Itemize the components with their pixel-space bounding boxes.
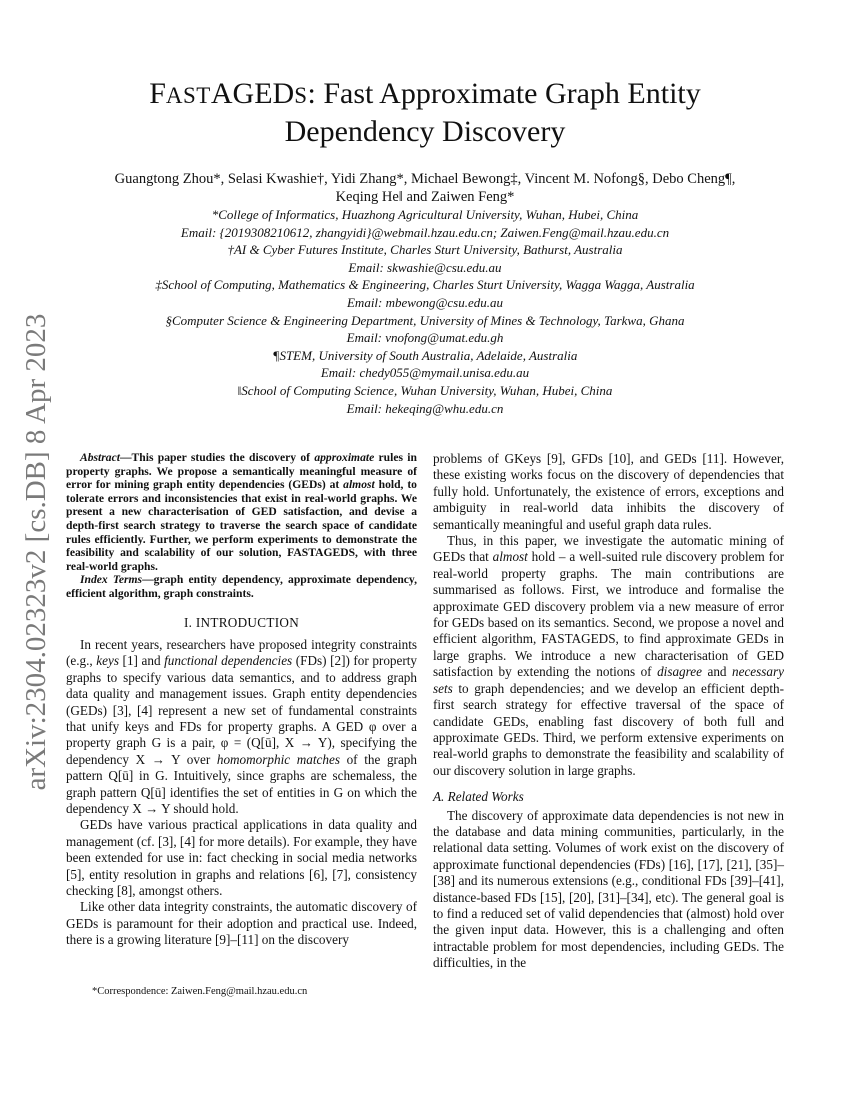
intro-paragraph [433,533,784,779]
abstract-label: Abstract [80,451,120,464]
related-works-paragraph: The discovery of approximate data dependencies is not new in the database and data mining communities, particularly, in the relational data setting. Volumes of work exist on the discovery of approximate functional dependencies (FDs) [16], [17], [21], [35]–[38] and its numerous extensions (e.g., conditional FDs [39]–[41], distance-based FDs [15], [20], [31]–[34], etc). The general goal is to find a reduced set of valid dependencies that (almost) hold over the given input data. However, this is a challenging and often intractable problem for most dependencies, including GEDs. The difficulties, in the [433,807,784,971]
body-text: hold – a well-suited rule discovery problem for real-world property graphs. The main contributions are summarised as follows. First, we introduce and formalise the approximate GED discovery problem via a new measure of error for GEDs based on its semantics. Second, we propose a novel and efficient algorithm, FASTAGEDS, to find approximate GEDs in large graphs. We introduce a new characterisation of GED satisfaction by extending the notions of [433,549,784,680]
intro-paragraph: Like other data integrity constraints, the automatic discovery of GEDs is paramount for their adoption and practical use. Indeed, there is a growing literature [9]–[11] on the discovery [66,899,417,948]
subsection-heading-related-works: A. Related Works [433,789,524,805]
affiliations [60,206,790,417]
title-brand-part: AST [165,83,211,108]
author-list [70,170,780,206]
title-line-2: Dependency Discovery [284,115,566,148]
abstract-text: hold, to tolerate errors and inconsistencies that exist in real-world graphs. We present a new characterisation of GED satisfaction, and devise a depth-first search strategy to traverse the search space of candidate rules efficiently. Further, we perform experiments to demonstrate the feasibility and scalability of our solution, FASTAGEDS, with three real-world graphs. [66,478,417,573]
body-text: of the graph pattern Q[ū] in G. Intuitively, since graphs are schemaless, the graph pattern Q[ū] identifies the set of entities in G on which the dependency X → Y should hold. [66,751,417,816]
affiliation: †AI & Cyber Futures Institute, Charles Sturt University, Bathurst, Australia [227,242,623,258]
arxiv-identifier: arXiv:2304.02323v2 [cs.DB] 8 Apr 2023 [20,313,52,791]
affiliation-email: Email: hekeqing@whu.edu.cn [346,400,504,416]
abstract [66,451,417,573]
abstract-emphasis: approximate [314,451,375,464]
right-column [433,451,784,972]
abstract-emphasis: almost [343,478,375,492]
affiliation-email: Email: mbewong@csu.edu.au [346,294,504,310]
abstract-text: —This paper studies the discovery of [119,451,315,464]
author-line: Guangtong Zhou*, Selasi Kwashie†, Yidi Zhang*, Michael Bewong‡, Vincent M. Nofong§, Debo Cheng¶, [114,171,736,187]
left-column [66,451,417,949]
affiliation-email: Email: {2019308210612, zhangyidi}@webmail.hzau.edu.cn; Zaiwen.Feng@mail.hzau.edu.cn [180,224,670,240]
affiliation-email: Email: skwashie@csu.edu.au [348,259,502,275]
body-emphasis: functional dependencies [164,653,293,669]
body-emphasis: keys [96,653,119,669]
title-brand-part: AGED [210,77,295,110]
intro-paragraph: GEDs have various practical applications in data quality and management (cf. [3], [4] for more details). For example, they have been extended for use in: fact checking in social media networks [5], entity resolution in graphs and relations [6], [7], consistency checking [8], amongst others. [66,817,417,899]
body-text: to graph dependencies; and we develop an efficient depth-first search strategy for effective traversal of the space of candidate GEDs, enabling fast discovery of both full and approximate GEDs. Third, we perform extensive experiments on real-world graphs to demonstrate the feasibility and scalability of our discovery solution in large graphs. [433,680,784,778]
body-emphasis: disagree [657,664,702,680]
correspondence-footnote: *Correspondence: Zaiwen.Feng@mail.hzau.edu.cn [92,986,308,997]
body-text: Thus, in this paper, we investigate the automatic mining of GEDs that [433,533,784,565]
body-text: [1] and [119,653,165,669]
body-emphasis: necessary sets [433,664,784,696]
paper-title [60,76,790,150]
body-text: In recent years, researchers have proposed integrity constraints (e.g., [66,636,417,669]
index-terms-text: —graph entity dependency, approximate dependency, efficient algorithm, graph constraints. [66,573,417,600]
body-emphasis: homomorphic matches [216,751,340,767]
index-terms [66,573,417,600]
affiliation-email: Email: chedy055@mymail.unisa.edu.au [320,365,530,381]
affiliation: ‡School of Computing, Mathematics & Engineering, Charles Sturt University, Wagga Wagga, Australia [155,277,695,293]
affiliation: ¶STEM, University of South Australia, Adelaide, Australia [272,347,578,363]
abstract-text: rules in property graphs. We propose a semantically meaningful measure of error for mining graph entity dependencies (GEDs) at [66,451,417,492]
title-brand-part: S [294,83,308,108]
author-line: Keqing He‖ and Zaiwen Feng* [335,189,515,205]
intro-paragraph: problems of GKeys [9], GFDs [10], and GEDs [11]. However, these existing works focus on the discovery of dependencies that fully hold. Unfortunately, the existence of errors, exceptions and ambiguity in real-world data inhibits the discovery of semantically meaningful and useful graph data rules. [433,451,784,532]
section-heading-introduction: I. INTRODUCTION [183,614,300,630]
title-brand-part: F [149,77,166,110]
affiliation: §Computer Science & Engineering Department, University of Mines & Technology, Tarkwa, Ghana [165,312,685,328]
title-line-1: : Fast Approximate Graph Entity [307,77,701,110]
intro-paragraph [66,637,417,817]
body-text: (FDs) [2]) for property graphs to specify various data semantics, and to address graph data quality and management issues. Graph entity dependencies (GEDs) [3], [4] represent a new set of fundamental constraints that unify keys and FDs for property graphs. A GED φ over a property graph G is a pair, φ = (Q[ū], X → Y), specifying the dependency X → Y over [66,653,418,767]
affiliation-email: Email: vnofong@umat.edu.gh [346,330,504,346]
body-emphasis: almost [492,549,528,565]
body-text: and [702,664,732,680]
index-terms-label: Index Terms [80,573,143,587]
affiliation: ‖School of Computing Science, Wuhan University, Wuhan, Hubei, China [237,382,613,398]
affiliation: *College of Informatics, Huazhong Agricultural University, Wuhan, Hubei, China [211,207,639,222]
